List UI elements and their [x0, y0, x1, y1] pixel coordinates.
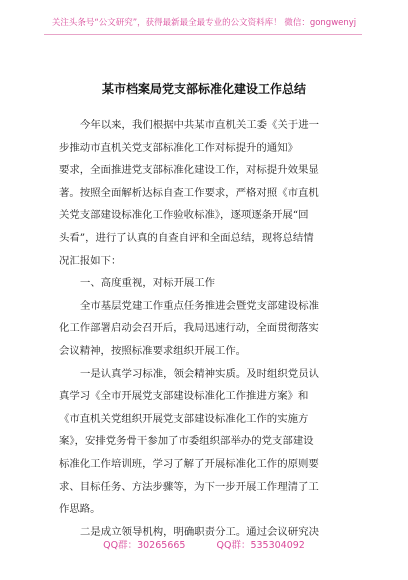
- body-line: 要求，全面推进党支部标准化建设工作，对标提升效果显: [59, 164, 319, 177]
- document-title: 某市档案局党支部标准化建设工作总结: [101, 82, 306, 96]
- body-line: 一、高度重视，对标开展工作: [80, 277, 216, 290]
- footer-contact: [0, 537, 408, 551]
- header-promo-note: 关注头条号“公文研究”，获得最新最全最专业的公文资料库！ 微信：gongwenyj: [51, 18, 357, 28]
- footer-qq-group-2: QQ群：535304092: [216, 540, 305, 551]
- header-divider: [44, 34, 362, 35]
- body-line: 今年以来，我们根据中共某市直机关工委《关于进一: [80, 119, 319, 131]
- body-line: 二是成立领导机构，明确职责分工。通过会议研究决: [80, 525, 319, 538]
- body-line: 著。按照全面解析达标自查工作要求，严格对照《市直机: [59, 186, 319, 199]
- document-body: [59, 114, 349, 543]
- body-line: 况汇报如下：: [59, 254, 122, 267]
- footer-qq-group-1: QQ群：30265665: [103, 540, 186, 551]
- body-line: 一是认真学习标准，领会精神实质。及时组织党员认: [80, 367, 319, 380]
- body-line: 会议精神，按照标准要求组织开展工作。: [59, 344, 247, 357]
- body-line: 《市直机关党组织开展党支部建设标准化工作的实施方: [59, 412, 309, 425]
- body-line: 全市基层党建工作重点任务推进会暨党支部建设标准: [80, 299, 319, 312]
- body-line: 步推动市直机关党支部标准化工作对标提升的通知》: [59, 141, 298, 154]
- body-line: 化工作部署启动会召开后，我局迅速行动，全面贯彻落实: [59, 322, 319, 335]
- body-line: 真学习《全市开展党支部建设标准化工作推进方案》和: [59, 390, 309, 403]
- body-line: 求、目标任务、方法步骤等，为下一步开展工作理清了工: [59, 480, 319, 493]
- body-line: 作思路。: [59, 503, 101, 516]
- body-line: 关党支部建设标准化工作验收标准》，逐项逐条开展“回: [59, 209, 309, 222]
- body-line: 案》，安排党务骨干参加了市委组织部举办的党支部建设: [59, 435, 314, 448]
- body-line: 头看”，进行了认真的自查自评和全面总结，现将总结情: [59, 231, 314, 244]
- body-line: 标准化工作培训班，学习了解了开展标准化工作的原则要: [59, 457, 319, 470]
